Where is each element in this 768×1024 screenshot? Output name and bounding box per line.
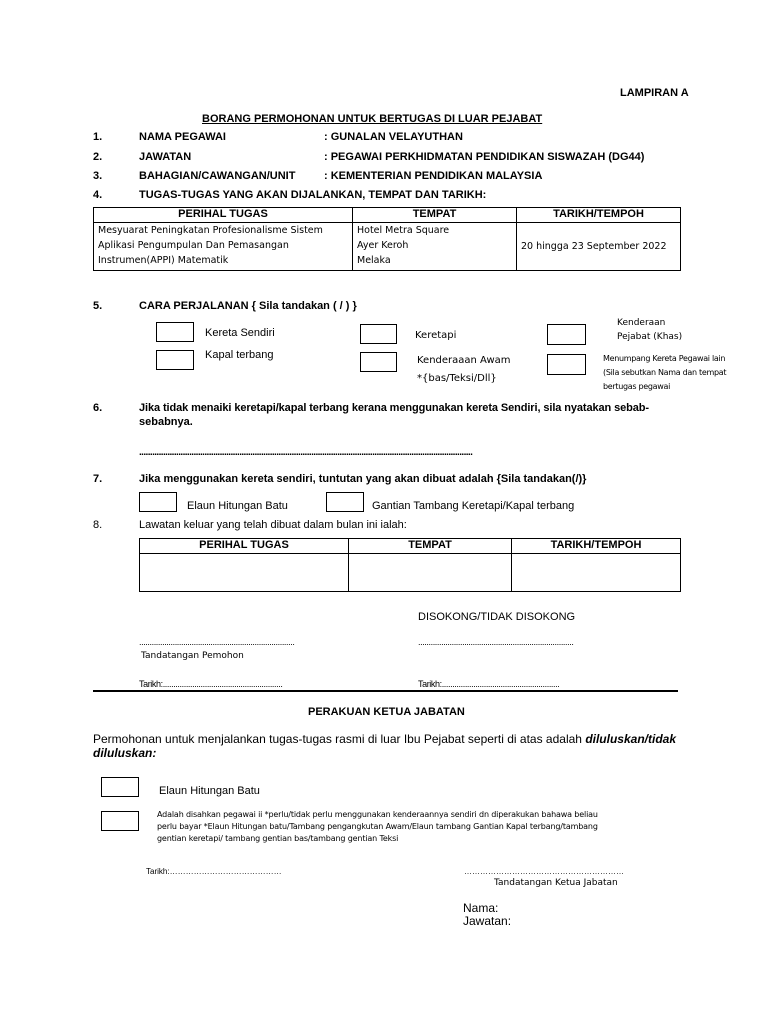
ketua-sign-dots[interactable]: …………………………………………………… bbox=[464, 867, 624, 876]
tugas-tempat-line: Melaka bbox=[357, 255, 391, 266]
section7-num: 7. bbox=[93, 473, 103, 485]
field-1-num: 1. bbox=[93, 131, 103, 143]
lawatan-perihal-cell[interactable] bbox=[140, 554, 349, 592]
kereta-sendiri-checkbox[interactable] bbox=[156, 322, 194, 342]
kapal-terbang-checkbox[interactable] bbox=[156, 350, 194, 370]
lawatan-tarikh-cell[interactable] bbox=[512, 554, 681, 592]
section4-num: 4. bbox=[93, 189, 103, 201]
field-2-value: : PEGAWAI PERKHIDMATAN PENDIDIKAN SISWAZAH (DG44) bbox=[324, 151, 645, 163]
lawatan-tempat-cell[interactable] bbox=[349, 554, 512, 592]
ketua-jawatan: Jawatan: bbox=[463, 914, 512, 928]
keretapi-label: Keretapi bbox=[415, 330, 457, 341]
lawatan-header-perihal: PERIHAL TUGAS bbox=[140, 539, 349, 554]
tugas-perihal-line: Aplikasi Pengumpulan Dan Pemasangan bbox=[98, 240, 289, 251]
kereta-sendiri-label: Kereta Sendiri bbox=[205, 327, 275, 339]
perakuan-disahkan-checkbox[interactable] bbox=[101, 811, 139, 831]
section7-label: Jika menggunakan kereta sendiri, tuntutan yang akan dibuat adalah {Sila tandakan(/)} bbox=[139, 473, 587, 485]
section-divider bbox=[93, 690, 678, 692]
kenderaan-awam-checkbox[interactable] bbox=[360, 352, 397, 372]
sokong-tarikh[interactable]: Tarikh:........................................................ bbox=[418, 679, 560, 689]
perakuan-elaun-label: Elaun Hitungan Batu bbox=[159, 785, 260, 797]
sokong-sign-dots[interactable]: .......................................................................... bbox=[418, 637, 574, 647]
tugas-tarikh-cell: 20 hingga 23 September 2022 bbox=[517, 223, 681, 271]
field-3-label: BAHAGIAN/CAWANGAN/UNIT bbox=[139, 170, 296, 182]
perakuan-title: PERAKUAN KETUA JABATAN bbox=[308, 706, 465, 718]
kenderaan-awam-sub: *{bas/Teksi/Dll} bbox=[417, 373, 497, 384]
perakuan-text-bold-2: diluluskan: bbox=[93, 746, 157, 760]
pemohon-tarikh[interactable]: Tarikh:......................................................... bbox=[139, 679, 283, 689]
section4-label: TUGAS-TUGAS YANG AKAN DIJALANKAN, TEMPAT DAN TARIKH: bbox=[139, 189, 487, 201]
tugas-perihal-line: Instrumen(APPI) Matematik bbox=[98, 255, 229, 266]
form-title: BORANG PERMOHONAN UNTUK BERTUGAS DI LUAR PEJABAT bbox=[202, 113, 543, 125]
ketua-tarikh[interactable]: Tarikh:…………………………………… bbox=[146, 867, 282, 876]
section6-num: 6. bbox=[93, 402, 103, 414]
kenderaan-pejabat-sub: Pejabat (Khas) bbox=[617, 332, 683, 342]
tugas-header-tempat: TEMPAT bbox=[353, 208, 517, 223]
kenderaan-awam-label: Kenderaaan Awam bbox=[417, 355, 511, 366]
elaun-hitungan-batu-checkbox[interactable] bbox=[139, 492, 177, 512]
elaun-hitungan-batu-label: Elaun Hitungan Batu bbox=[187, 500, 288, 512]
menumpang-sub-1: (Sila sebutkan Nama dan tempat bbox=[603, 368, 727, 377]
tugas-tempat-line: Hotel Metra Square bbox=[357, 225, 450, 236]
keretapi-checkbox[interactable] bbox=[360, 324, 397, 344]
section8-num: 8. bbox=[93, 519, 103, 531]
perakuan-elaun-checkbox[interactable] bbox=[101, 777, 139, 797]
tugas-tempat-line: Ayer Keroh bbox=[357, 240, 409, 251]
section8-label: Lawatan keluar yang telah dibuat dalam bulan ini ialah: bbox=[139, 519, 407, 531]
lawatan-header-tarikh: TARIKH/TEMPOH bbox=[512, 539, 681, 554]
field-3-num: 3. bbox=[93, 170, 103, 182]
kenderaan-pejabat-label: Kenderaan bbox=[617, 318, 666, 328]
section6-text-2: sebabnya. bbox=[139, 416, 193, 428]
gantian-tambang-checkbox[interactable] bbox=[326, 492, 364, 512]
perakuan-disahkan-line-3: gentian keretapi/ tambang gentian bas/tambang gentian Teksi bbox=[157, 834, 399, 843]
lawatan-table bbox=[139, 538, 681, 592]
menumpang-label: Menumpang Kereta Pegawai lain bbox=[603, 354, 726, 363]
pemohon-sign-label: Tandatangan Pemohon bbox=[141, 651, 244, 661]
field-3-value: : KEMENTERIAN PENDIDIKAN MALAYSIA bbox=[324, 170, 543, 182]
perakuan-text-bold-1: diluluskan/tidak bbox=[585, 732, 676, 746]
perakuan-text bbox=[93, 732, 676, 746]
field-2-num: 2. bbox=[93, 151, 103, 163]
tugas-perihal-cell bbox=[94, 223, 353, 271]
tugas-tempat-cell bbox=[353, 223, 517, 271]
perakuan-text-start: Permohonan untuk menjalankan tugas-tugas rasmi di luar Ibu Pejabat seperti di atas adalah bbox=[93, 732, 586, 746]
section5-label: CARA PERJALANAN { Sila tandakan ( / ) } bbox=[139, 300, 357, 312]
field-1-label: NAMA PEGAWAI bbox=[139, 131, 226, 143]
tugas-header-perihal: PERIHAL TUGAS bbox=[94, 208, 353, 223]
kenderaan-pejabat-checkbox[interactable] bbox=[547, 324, 586, 345]
lampiran-label: LAMPIRAN A bbox=[620, 87, 689, 99]
tugas-table bbox=[93, 207, 681, 271]
perakuan-disahkan-line-1: Adalah disahkan pegawai ii *perlu/tidak perlu menggunakan kenderaannya sendiri dn diperakukan bahawa beliau bbox=[157, 810, 598, 819]
section6-text-1: Jika tidak menaiki keretapi/kapal terbang kerana menggunakan kereta Sendiri, sila nyatakan sebab- bbox=[139, 402, 649, 414]
lawatan-header-tempat: TEMPAT bbox=[349, 539, 512, 554]
menumpang-sub-2: bertugas pegawai bbox=[603, 382, 671, 391]
menumpang-checkbox[interactable] bbox=[547, 354, 586, 375]
field-1-value: : GUNALAN VELAYUTHAN bbox=[324, 131, 463, 143]
section6-dots[interactable]: ......................................................................................................................................................... bbox=[139, 447, 473, 458]
pemohon-sign-dots[interactable]: .......................................................................... bbox=[139, 637, 295, 647]
gantian-tambang-label: Gantian Tambang Keretapi/Kapal terbang bbox=[372, 500, 575, 512]
field-2-label: JAWATAN bbox=[139, 151, 192, 163]
tugas-perihal-line: Mesyuarat Peningkatan Profesionalisme Sistem bbox=[98, 225, 323, 236]
ketua-sign-label: Tandatangan Ketua Jabatan bbox=[494, 878, 618, 888]
tugas-header-tarikh: TARIKH/TEMPOH bbox=[517, 208, 681, 223]
section5-num: 5. bbox=[93, 300, 103, 312]
perakuan-disahkan-line-2: perlu bayar *Elaun Hitungan batu/Tambang pengangkutan Awam/Elaun tambang Gantian Kapal terbang/tambang bbox=[157, 822, 598, 831]
ketua-nama: Nama: bbox=[463, 901, 499, 915]
kapal-terbang-label: Kapal terbang bbox=[205, 349, 274, 361]
disokong-label: DISOKONG/TIDAK DISOKONG bbox=[418, 611, 576, 623]
